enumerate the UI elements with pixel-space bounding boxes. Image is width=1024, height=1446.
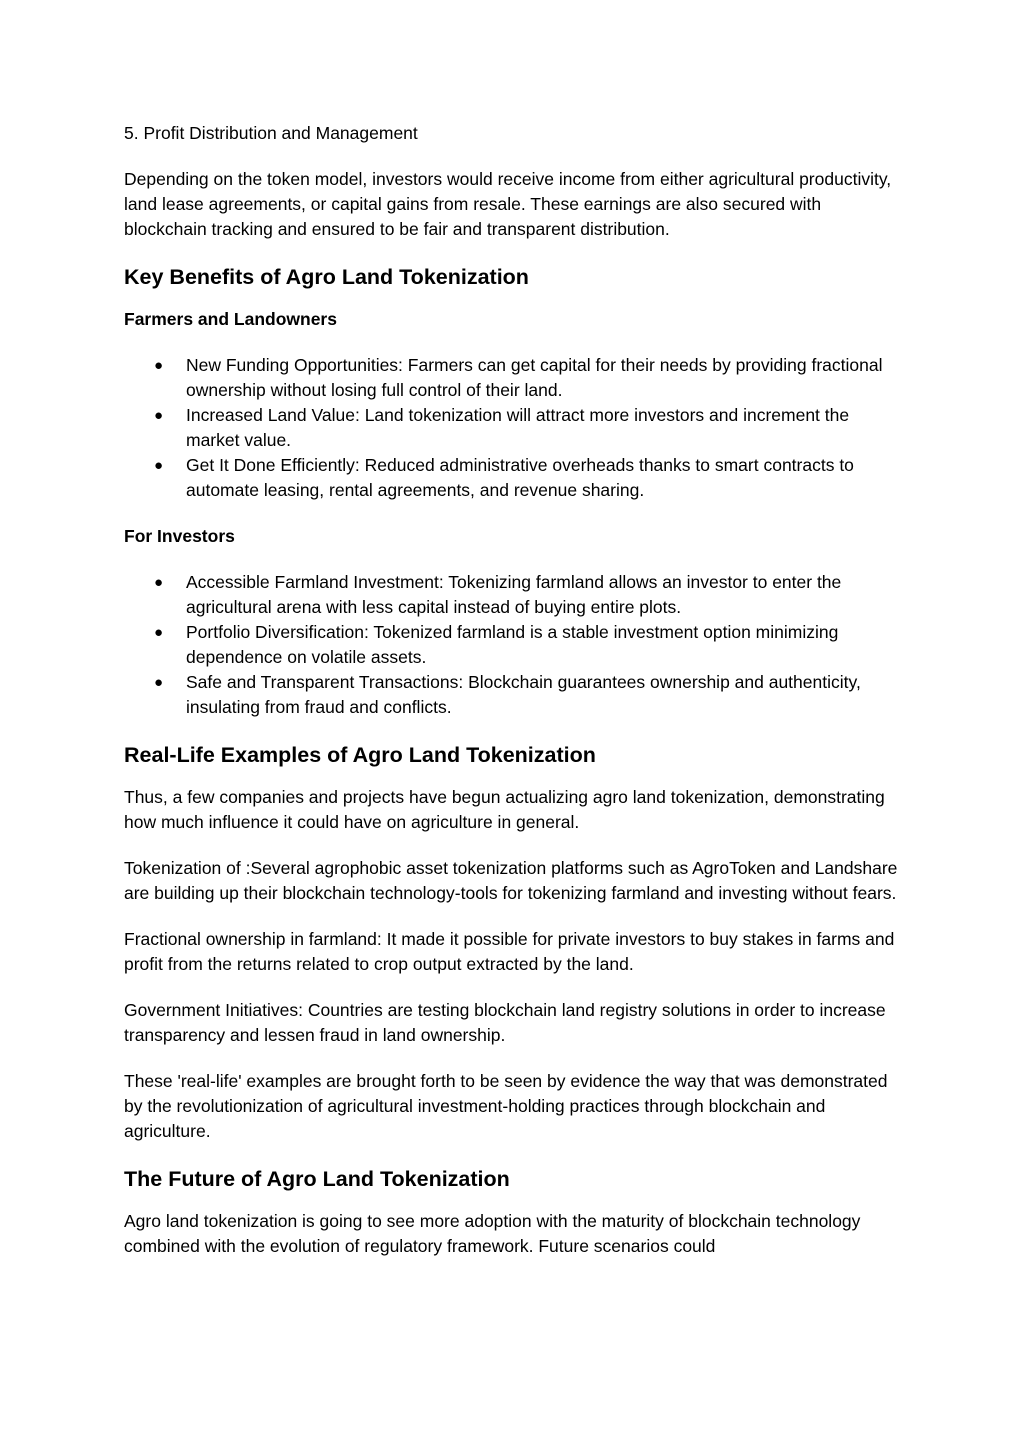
future-paragraph: Agro land tokenization is going to see more adoption with the maturity of blockchain technology combined with the evolution of regulatory framework. Future scenarios could — [124, 1211, 861, 1256]
investors-benefits-list — [124, 570, 904, 720]
list-item — [124, 670, 904, 720]
examples-heading: Real-Life Examples of Agro Land Tokenization — [124, 743, 596, 767]
investors-subheading: For Investors — [124, 526, 235, 546]
bullet-icon: ● — [154, 624, 164, 641]
list-item — [124, 353, 904, 403]
document-page — [124, 121, 904, 1280]
bullet-icon: ● — [154, 574, 164, 591]
farmers-subheading: Farmers and Landowners — [124, 309, 337, 329]
list-item — [124, 453, 904, 503]
list-item-text: Increased Land Value: Land tokenization will attract more investors and increment the market value. — [186, 405, 850, 450]
list-item-text: New Funding Opportunities: Farmers can get capital for their needs by providing fractional ownership without losing full control of their land. — [186, 355, 883, 400]
bullet-icon: ● — [154, 407, 164, 424]
list-item-text: Portfolio Diversification: Tokenized farmland is a stable investment option minimizing dependence on volatile assets. — [186, 622, 839, 667]
bullet-icon: ● — [154, 357, 164, 374]
bullet-icon: ● — [154, 457, 164, 474]
list-item-text: Accessible Farmland Investment: Tokenizing farmland allows an investor to enter the agricultural arena with less capital instead of buying entire plots. — [186, 572, 842, 617]
profit-distribution-paragraph: Depending on the token model, investors would receive income from either agricultural productivity, land lease agreements, or capital gains from resale. These earnings are also secured with blockchain tracking and ensured to be fair and transparent distribution. — [124, 169, 892, 239]
future-heading: The Future of Agro Land Tokenization — [124, 1167, 510, 1191]
examples-paragraph: Thus, a few companies and projects have begun actualizing agro land tokenization, demonstrating how much influence it could have on agriculture in general. — [124, 787, 885, 832]
list-item — [124, 620, 904, 670]
examples-paragraph: Tokenization of :Several agrophobic asset tokenization platforms such as AgroToken and Landshare are building up their blockchain technology-tools for tokenizing farmland and investing without fears. — [124, 858, 898, 903]
list-item — [124, 570, 904, 620]
examples-paragraph: Fractional ownership in farmland: It made it possible for private investors to buy stakes in farms and profit from the returns related to crop output extracted by the land. — [124, 929, 895, 974]
section-label: 5. Profit Distribution and Management — [124, 123, 418, 143]
list-item-text: Safe and Transparent Transactions: Blockchain guarantees ownership and authenticity, insulating from fraud and conflicts. — [186, 672, 861, 717]
examples-paragraph: These 'real-life' examples are brought forth to be seen by evidence the way that was demonstrated by the revolutionization of agricultural investment-holding practices through blockchain and agriculture. — [124, 1071, 888, 1141]
list-item-text: Get It Done Efficiently: Reduced administrative overheads thanks to smart contracts to automate leasing, rental agreements, and revenue sharing. — [186, 455, 854, 500]
bullet-icon: ● — [154, 674, 164, 691]
examples-paragraph: Government Initiatives: Countries are testing blockchain land registry solutions in order to increase transparency and lessen fraud in land ownership. — [124, 1000, 886, 1045]
list-item — [124, 403, 904, 453]
benefits-heading: Key Benefits of Agro Land Tokenization — [124, 265, 529, 289]
farmers-benefits-list — [124, 353, 904, 503]
